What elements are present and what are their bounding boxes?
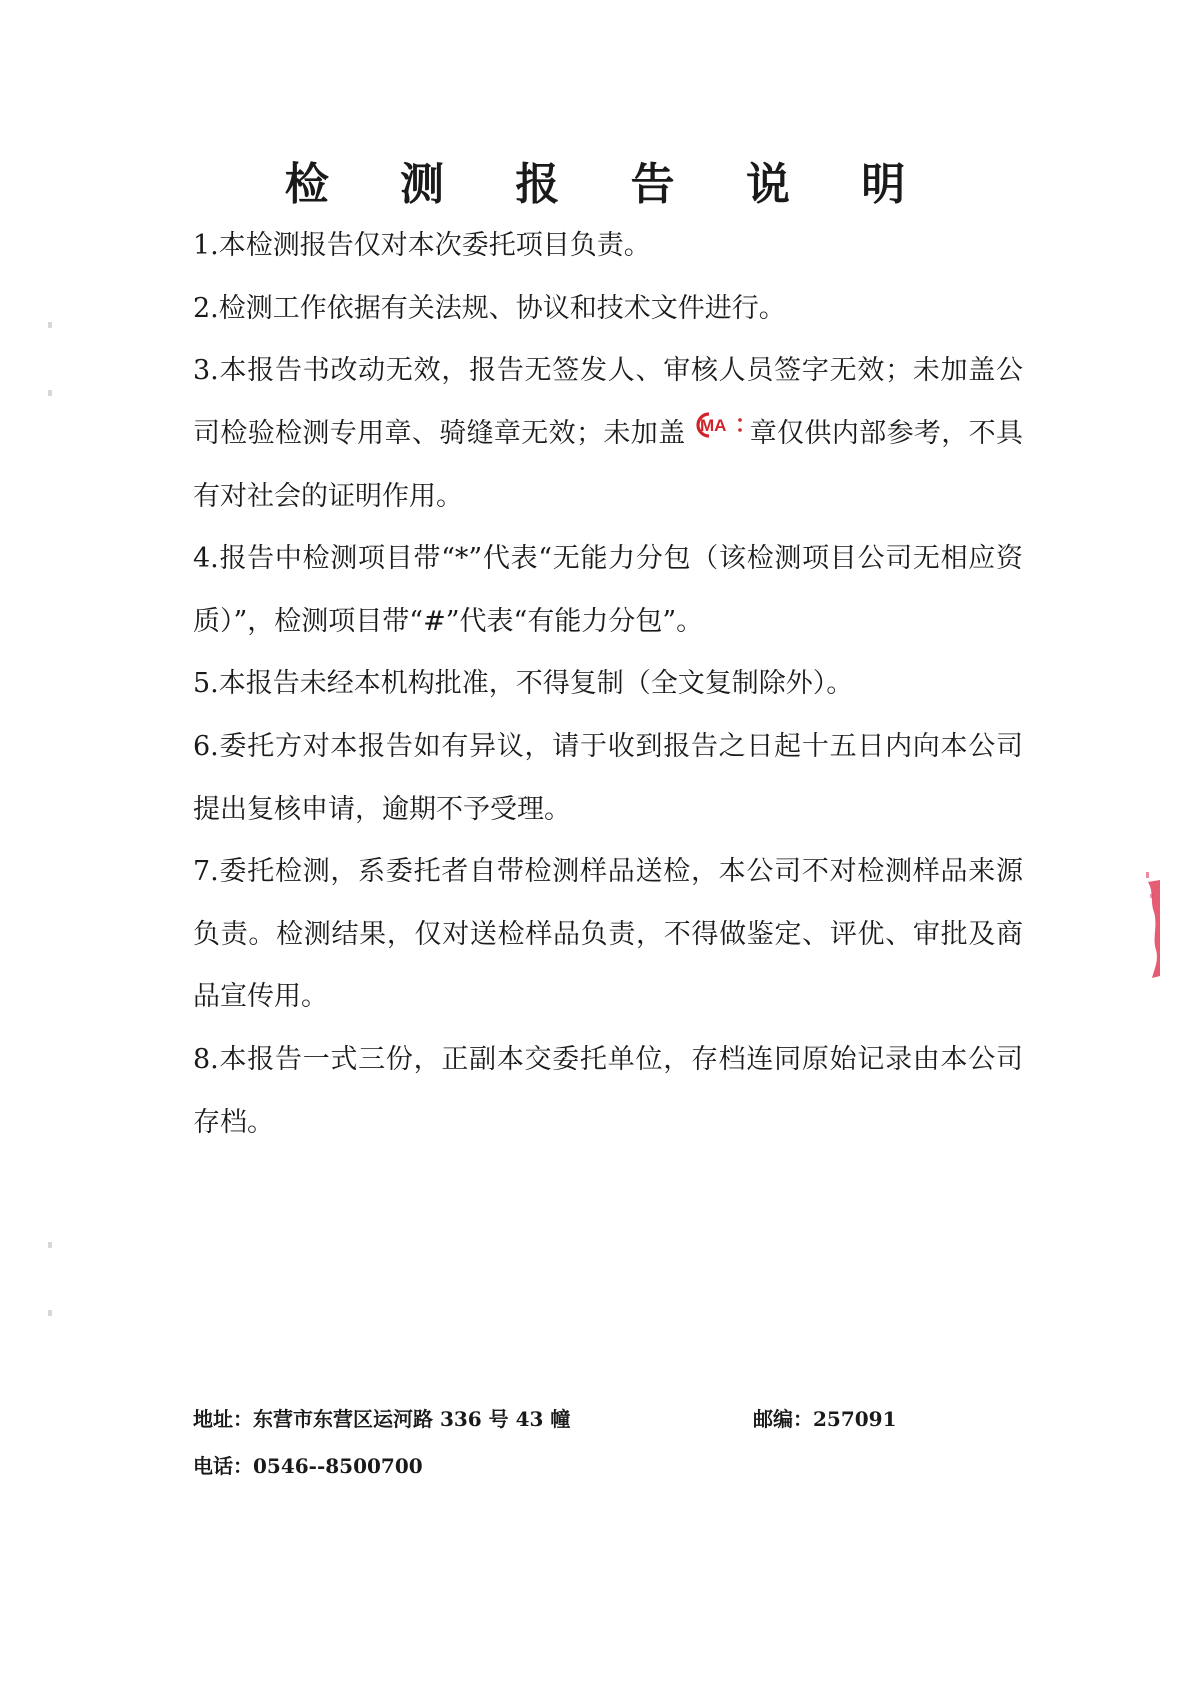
clause-3 (193, 340, 1023, 528)
clause-1: 1.本检测报告仅对本次委托项目负责。 (193, 230, 651, 261)
footer-address: 地址：东营市东营区运河路 336 号 43 幢 (193, 1407, 571, 1431)
footer-postcode: 邮编：257091 (753, 1407, 897, 1431)
cma-seal-icon (689, 400, 745, 463)
clause-4: 4.报告中检测项目带“*”代表“无能力分包（该检测项目公司无相应资质）”，检测项目带“#”代表“有能力分包”。 (193, 543, 1023, 637)
scan-speck (48, 1242, 52, 1248)
clause-5: 5.本报告未经本机构批准，不得复制（全文复制除外）。 (193, 668, 854, 700)
footer-phone: 电话：0546--8500700 (193, 1454, 423, 1478)
footer-row-phone (193, 1452, 1023, 1480)
scan-speck (48, 1310, 52, 1316)
clause-2: 2.检测工作依据有关法规、协议和技术文件进行。 (193, 292, 786, 324)
clause-7: 7.委托检测，系委托者自带检测样品送检，本公司不对检测样品来源负责。检测结果，仅对送检样品负责，不得做鉴定、评优、审批及商品宣传用。 (193, 856, 1023, 1013)
clause-6: 6.委托方对本报告如有异议，请于收到报告之日起十五日内向本公司提出复核申请，逾期不予受理。 (193, 730, 1023, 825)
scan-speck (48, 322, 52, 328)
footer-row-address (193, 1405, 1023, 1433)
clause-3-part-2: 章仅供内部参考，不具有对社会的证明作用。 (193, 417, 1024, 512)
cma-seal-text: MA (700, 415, 727, 435)
clause-3-part-1: 3.本报告书改动无效，报告无签发人、审核人员签字无效；未加盖公司检验检测专用章、骑缝章无效；未加盖 (193, 355, 1023, 449)
page-title: 检 测 报 告 说 明 (284, 159, 934, 210)
clause-list (193, 215, 1023, 1154)
clause-8: 8.本报告一式三份，正副本交委托单位，存档连同原始记录由本公司存档。 (193, 1043, 1023, 1138)
seam-seal-fragment-icon (1140, 872, 1162, 986)
scan-speck (48, 390, 52, 396)
